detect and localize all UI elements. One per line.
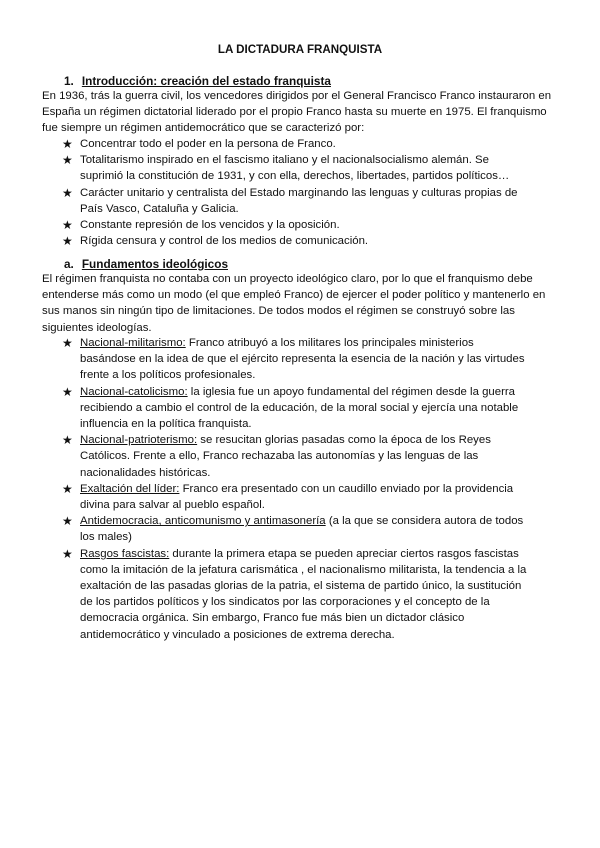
- list-item-term: Nacional-patrioterismo:: [80, 434, 198, 447]
- section-heading-text: Introducción: creación del estado franquista: [81, 74, 331, 88]
- star-bullet-icon: ★: [62, 234, 73, 249]
- characteristics-list: [0, 136, 600, 249]
- list-item-text: Concentrar todo el poder en la persona de Franco.: [80, 138, 336, 150]
- list-item: [0, 136, 528, 152]
- intro-paragraph: En 1936, trás la guerra civil, los vencedores dirigidos por el General Francisco Franco instauraron en España un régimen dictatorial liderado por el propio Franco hasta su muerte en 1975. El franquismo fue siempre un régimen antidemocrático que se caracterizó por:: [42, 90, 552, 135]
- list-item-term: Nacional-militarismo:: [80, 337, 186, 349]
- list-item-text: Constante represión de los vencidos y la oposición.: [80, 219, 340, 232]
- list-item-text: Totalitarismo inspirado en el fascismo italiano y el nacionalsocialismo alemán. Se suprimió la constitución de 1931, y con ella, derechos, libertades, partidos políticos…: [80, 154, 510, 183]
- list-item: [0, 513, 528, 545]
- list-item-text: se resucitan glorias pasadas como la época de los Reyes Católicos. Frente a ello, Franco rechazaba las autonomías y las lenguas de las nacionalidades históricas.: [80, 434, 491, 479]
- list-item: [0, 233, 528, 249]
- star-bullet-icon: ★: [62, 514, 73, 529]
- list-item: [0, 384, 528, 433]
- list-item: [0, 217, 528, 233]
- list-item-term: Antidemocracia, anticomunismo y antimasonería: [80, 515, 326, 528]
- star-bullet-icon: ★: [62, 546, 73, 561]
- section-number: 1.: [64, 74, 74, 88]
- star-bullet-icon: ★: [62, 336, 73, 350]
- section-number: a.: [64, 257, 74, 271]
- list-item: [0, 481, 528, 513]
- star-bullet-icon: ★: [62, 433, 73, 448]
- star-bullet-icon: ★: [62, 218, 73, 233]
- star-bullet-icon: ★: [62, 185, 73, 200]
- list-item: [0, 152, 528, 184]
- section-heading-fundamentos: [64, 256, 228, 272]
- ideologies-list: [0, 335, 600, 643]
- list-item-text: la iglesia fue un apoyo fundamental del régimen desde la guerra recibiendo a cambio el control de la educación, de la moral social y ejercía una notable influencia en la política franquista.: [80, 385, 519, 431]
- list-item-term: Nacional-catolicismo:: [80, 385, 188, 398]
- star-bullet-icon: ★: [62, 384, 73, 399]
- section-heading-introduccion: [64, 73, 331, 89]
- list-item-text: durante la primera etapa se pueden apreciar ciertos rasgos fascistas como la imitación de la jefatura carismática , el nacionalismo militarista, la tendencia a la exaltación de las pasadas glorias de la patria, el sistema de partido único, la sustitución de los partidos políticos y los sindicatos por las corporaciones y el concepto de la democracia orgánica. Sin embargo, Franco fue más bien un dictador clásico antidemocrático y vinculado a posiciones de extrema derecha.: [80, 547, 527, 641]
- star-bullet-icon: ★: [62, 137, 73, 151]
- list-item-text: Rígida censura y control de los medios de comunicación.: [80, 235, 369, 248]
- list-item: [0, 335, 528, 384]
- list-item-text: Franco era presentado con un caudillo enviado por la providencia divina para salvar al pueblo español.: [80, 482, 514, 512]
- list-item-term: Rasgos fascistas:: [80, 547, 170, 560]
- star-bullet-icon: ★: [62, 153, 73, 168]
- list-item: [0, 432, 528, 481]
- star-bullet-icon: ★: [62, 481, 73, 496]
- list-item-text: Franco atribuyó a los militares los principales ministerios basándose en la idea de que el ejército representa la esencia de la nación y las virtudes frente a los políticos profesionales.: [80, 337, 525, 382]
- list-item: [0, 185, 528, 217]
- document-title: LA DICTADURA FRANQUISTA: [217, 43, 383, 56]
- list-item: [0, 546, 528, 643]
- ideology-paragraph: El régimen franquista no contaba con un proyecto ideológico claro, por lo que el franquismo debe entenderse más como un modo (el que empleó Franco) de ejercer el poder político y mantenerlo en sus manos sin ningún tipo de limitaciones. De todos modos el régimen se construyó sobre las siguientes ideologías.: [42, 273, 546, 334]
- list-item-term: Exaltación del líder:: [80, 482, 180, 495]
- list-item-text: (a la que se considera autora de todos los males): [80, 515, 524, 544]
- list-item-text: Carácter unitario y centralista del Estado marginando las lenguas y culturas propias de País Vasco, Cataluña y Galicia.: [80, 186, 518, 215]
- section-heading-text: Fundamentos ideológicos: [81, 257, 229, 271]
